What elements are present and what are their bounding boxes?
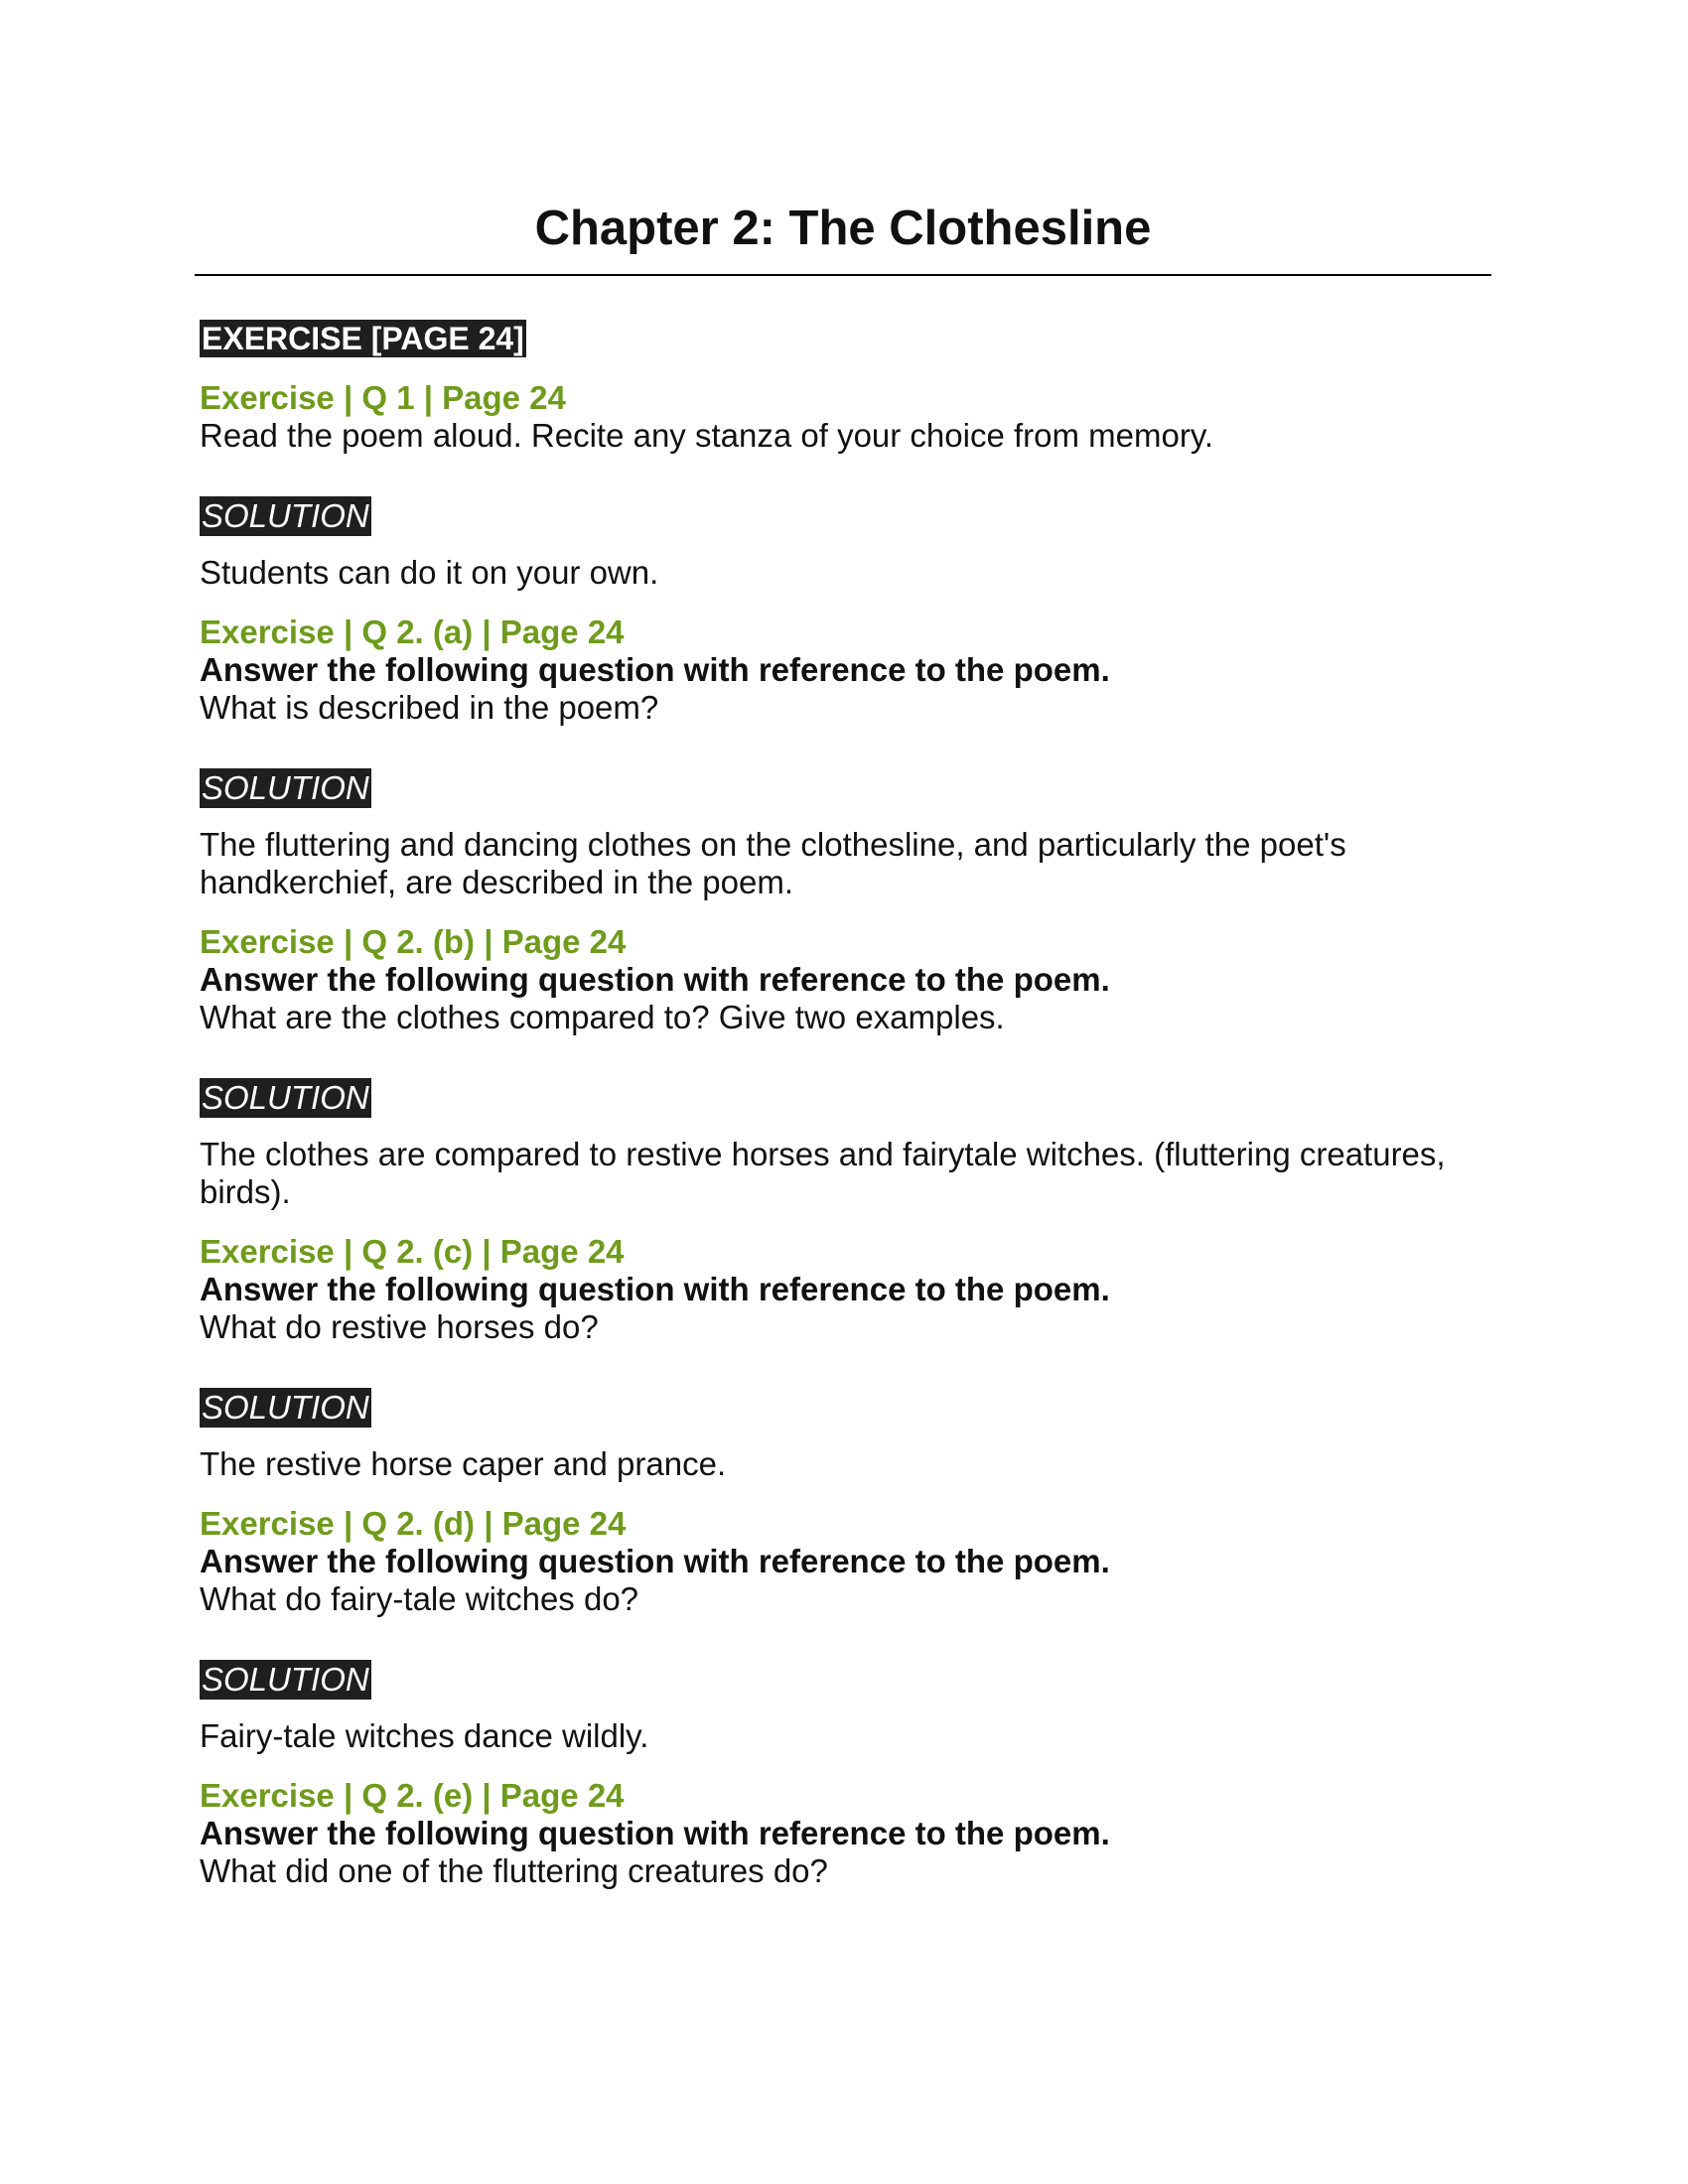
section-badge: EXERCISE [PAGE 24]	[202, 321, 524, 356]
question-block	[200, 1505, 1490, 1618]
question-text: What is described in the poem?	[200, 689, 659, 726]
exercise-heading: Exercise | Q 2. (d) | Page 24	[200, 1505, 627, 1542]
solution-block	[200, 1388, 1490, 1428]
solution-text: The restive horse caper and prance.	[200, 1445, 727, 1482]
question-instruction: Answer the following question with reference to the poem.	[200, 1543, 1110, 1579]
exercise-heading: Exercise | Q 2. (c) | Page 24	[200, 1233, 625, 1270]
question-block	[200, 923, 1490, 1036]
exercise-heading: Exercise | Q 1 | Page 24	[200, 379, 566, 416]
question-block	[200, 1777, 1490, 1890]
solution-text: Fairy-tale witches dance wildly.	[200, 1717, 649, 1754]
question-instruction: Answer the following question with reference to the poem.	[200, 651, 1110, 688]
solution-text: The clothes are compared to restive horses and fairytale witches. (fluttering creatures, birds).	[200, 1136, 1446, 1210]
question-block	[200, 1233, 1490, 1346]
solution-block	[200, 768, 1490, 808]
question-text: What did one of the fluttering creatures do?	[200, 1852, 828, 1889]
question-text: Read the poem aloud. Recite any stanza of your choice from memory.	[200, 417, 1214, 454]
solution-badge: SOLUTION	[202, 1389, 369, 1426]
solution-badge: SOLUTION	[202, 769, 369, 806]
solution-badge: SOLUTION	[202, 1661, 369, 1698]
question-instruction: Answer the following question with reference to the poem.	[200, 961, 1110, 998]
solution-text: Students can do it on your own.	[200, 554, 659, 591]
solution-block	[200, 1078, 1490, 1118]
question-block	[200, 614, 1490, 727]
exercise-heading: Exercise | Q 2. (b) | Page 24	[200, 923, 627, 960]
exercise-heading: Exercise | Q 2. (a) | Page 24	[200, 614, 625, 650]
question-text: What do restive horses do?	[200, 1308, 599, 1345]
solution-badge: SOLUTION	[202, 1079, 369, 1116]
question-instruction: Answer the following question with reference to the poem.	[200, 1815, 1110, 1851]
exercise-heading: Exercise | Q 2. (e) | Page 24	[200, 1777, 625, 1814]
question-instruction: Answer the following question with reference to the poem.	[200, 1271, 1110, 1307]
title-divider	[195, 274, 1491, 276]
question-text: What do fairy-tale witches do?	[200, 1580, 639, 1617]
page-title: Chapter 2: The Clothesline	[534, 202, 1152, 255]
exercise-content	[200, 320, 1490, 1890]
solution-block	[200, 1660, 1490, 1700]
solution-block	[200, 496, 1490, 536]
question-block	[200, 379, 1490, 455]
solution-badge: SOLUTION	[202, 497, 369, 534]
solution-text: The fluttering and dancing clothes on the clothesline, and particularly the poet's handkerchief, are described in the poem.	[200, 826, 1346, 900]
question-text: What are the clothes compared to? Give two examples.	[200, 999, 1005, 1035]
